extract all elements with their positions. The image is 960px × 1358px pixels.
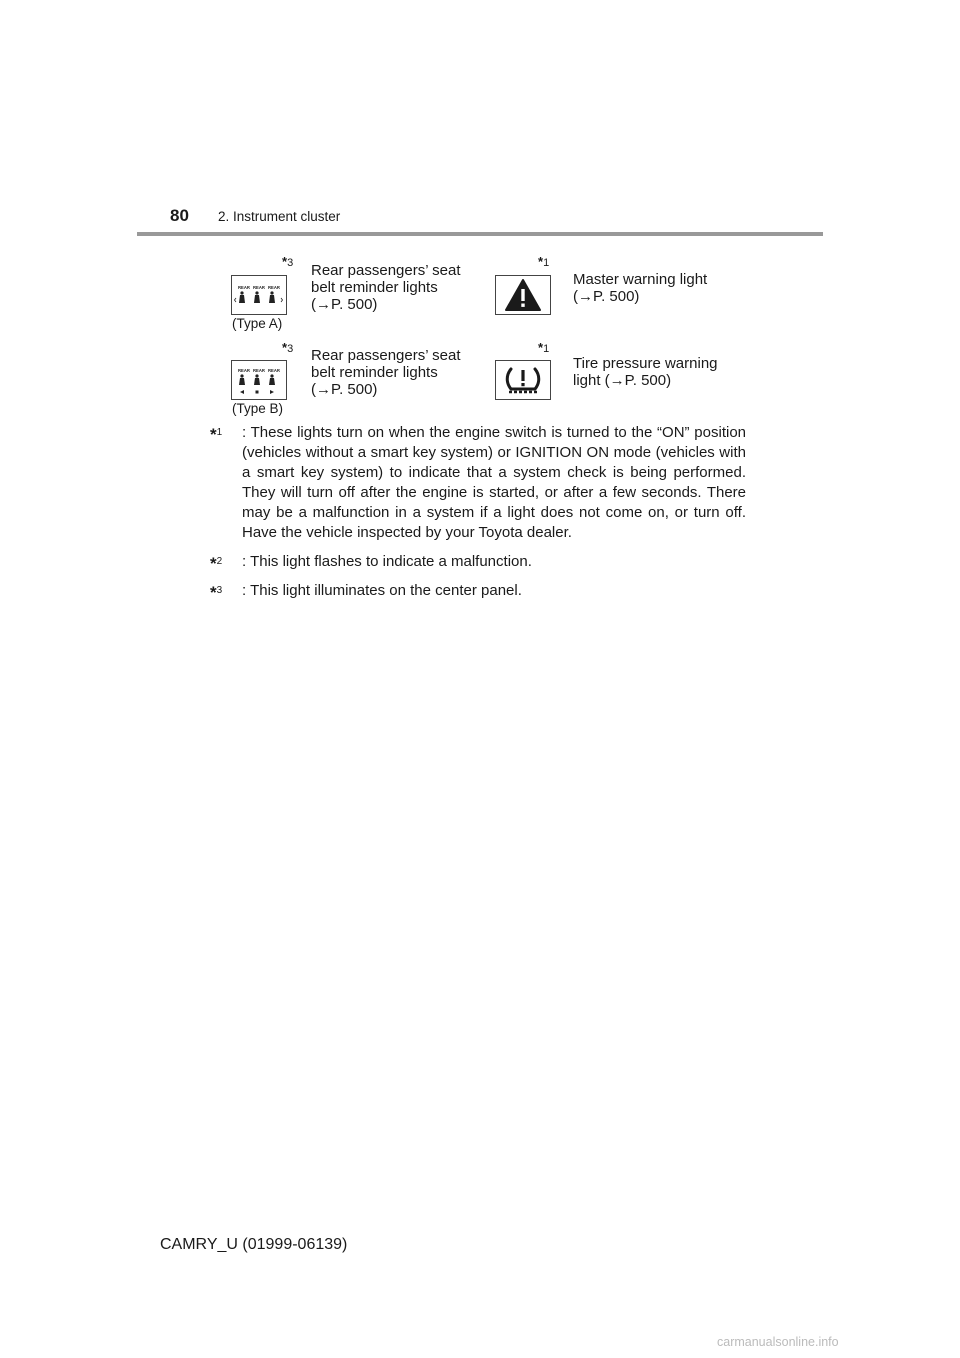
superscript-mark: *1 (538, 254, 550, 269)
footnote: *$^1$ : These lights turn on when the engine switch is turned to the “ON” position (vehicles without a smart key system) or IGNITION ON mode (vehicles with a smart key system) to indicate that a system check is being performed. They will turn off after the engine is started, or after a few seconds. There may be a malfunction in a system if a light does not come on, or turn off. Have the vehicle inspected by your Toyota dealer. (210, 424, 746, 541)
footnote: *$^2$ : This light flashes to indicate a malfunction. (210, 553, 532, 573)
svg-text:REAR: REAR (238, 285, 250, 290)
footnote: *$^3$ : This light illuminates on the center panel. (210, 582, 522, 602)
svg-text:REAR: REAR (268, 368, 280, 373)
superscript-mark: *3 (282, 340, 294, 355)
svg-text:REAR: REAR (253, 368, 265, 373)
master-warning-icon (495, 275, 551, 315)
watermark: carmanualsonline.info (717, 1335, 839, 1349)
type-label: (Type A) (232, 316, 283, 331)
tire-pressure-warning-icon (495, 360, 551, 400)
section-title: 2. Instrument cluster (218, 209, 341, 224)
svg-text:REAR: REAR (253, 285, 265, 290)
type-label: (Type B) (232, 401, 284, 416)
description: Tire pressure warning light (→P. 500) (573, 355, 718, 389)
description: Rear passengers’ seat belt reminder lights (→P. 500) (311, 347, 461, 398)
description: Master warning light (→P. 500) (573, 271, 708, 305)
rear-seatbelt-reminder-type-a-icon (231, 275, 287, 315)
document-code: CAMRY_U (01999-06139) (160, 1236, 348, 1253)
svg-text:REAR: REAR (238, 368, 250, 373)
page-number: 80 (170, 206, 189, 225)
superscript-mark: *3 (282, 254, 294, 269)
header-rule (137, 232, 823, 236)
description: Rear passengers’ seat belt reminder lights (→P. 500) (311, 262, 461, 313)
superscript-mark: *1 (538, 340, 550, 355)
svg-text:REAR: REAR (268, 285, 280, 290)
footnotes (210, 423, 746, 610)
rear-seatbelt-reminder-type-b-icon (231, 360, 287, 400)
